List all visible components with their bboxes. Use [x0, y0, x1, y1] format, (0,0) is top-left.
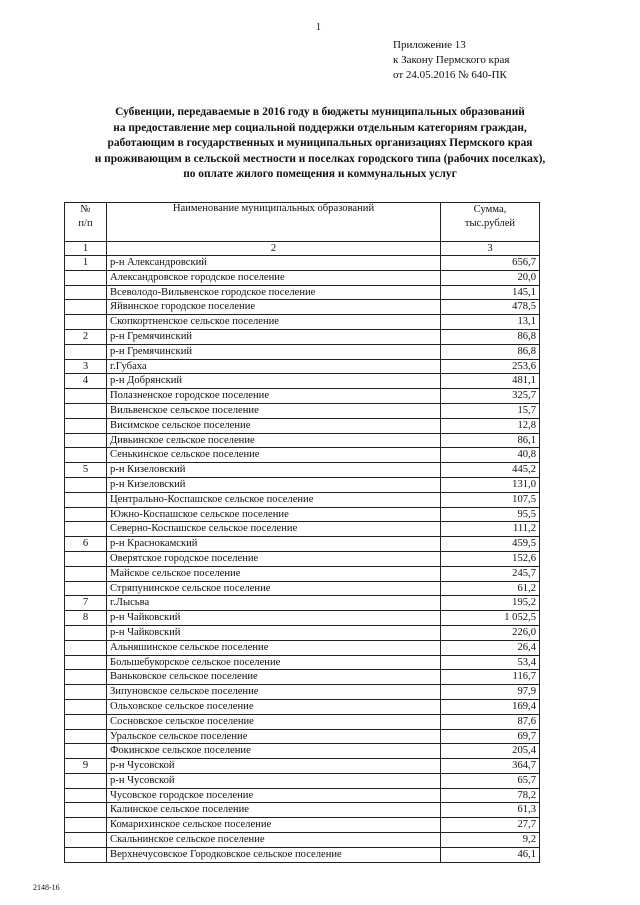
table-row [65, 433, 540, 448]
table-row [65, 256, 540, 271]
amount: 226,0 [441, 625, 540, 640]
row-number [65, 640, 107, 655]
municipality-name: Альняшинское сельское поселение [107, 640, 441, 655]
municipality-name: Скопкортненское сельское поселение [107, 315, 441, 330]
municipality-name: Вильвенское сельское поселение [107, 403, 441, 418]
municipality-name: Оверятское городское поселение [107, 551, 441, 566]
amount: 1 052,5 [441, 611, 540, 626]
amount: 481,1 [441, 374, 540, 389]
amount: 61,3 [441, 803, 540, 818]
row-number [65, 773, 107, 788]
row-number [65, 315, 107, 330]
municipality-name: Дивьинское сельское поселение [107, 433, 441, 448]
municipality-name: Ваньковское сельское поселение [107, 670, 441, 685]
table-row [65, 803, 540, 818]
table-row [65, 833, 540, 848]
municipality-name: Висимское сельское поселение [107, 418, 441, 433]
table-row [65, 581, 540, 596]
amount: 20,0 [441, 270, 540, 285]
table-body [65, 256, 540, 863]
amount: 205,4 [441, 744, 540, 759]
municipality-name: р-н Чусовской [107, 759, 441, 774]
municipality-name: Комарихинское сельское поселение [107, 818, 441, 833]
row-number [65, 344, 107, 359]
amount: 459,5 [441, 537, 540, 552]
row-number: 4 [65, 374, 107, 389]
municipality-name: Северно-Коспашское сельское поселение [107, 522, 441, 537]
amount: 253,6 [441, 359, 540, 374]
row-number [65, 714, 107, 729]
row-number [65, 433, 107, 448]
municipality-name: р-н Гремячинский [107, 344, 441, 359]
amount: 27,7 [441, 818, 540, 833]
table-row [65, 492, 540, 507]
amount: 86,8 [441, 344, 540, 359]
appendix-line-2: к Закону Пермского края [393, 54, 510, 66]
amount: 9,2 [441, 833, 540, 848]
row-number: 7 [65, 596, 107, 611]
row-number [65, 300, 107, 315]
row-number [65, 670, 107, 685]
amount: 86,1 [441, 433, 540, 448]
header-sum-line-2: тыс.рублей [464, 218, 516, 229]
municipality-name: р-н Добрянский [107, 374, 441, 389]
header-number-line-2: п/п [78, 218, 93, 229]
municipality-name: Сенькинское сельское поселение [107, 448, 441, 463]
title-line: работающим в государственных и муниципальных организациях Пермского края [107, 137, 533, 149]
table-row [65, 315, 540, 330]
table-row [65, 773, 540, 788]
row-number: 6 [65, 537, 107, 552]
row-number [65, 492, 107, 507]
row-number [65, 625, 107, 640]
municipality-name: Майское сельское поселение [107, 566, 441, 581]
title-line: Субвенции, передаваемые в 2016 году в бюджеты муниципальных образований [115, 106, 525, 118]
header-number [65, 203, 107, 242]
table-row [65, 522, 540, 537]
table-row [65, 551, 540, 566]
row-number [65, 847, 107, 862]
table-row [65, 359, 540, 374]
document-title [40, 105, 600, 183]
amount: 478,5 [441, 300, 540, 315]
footer-code: 2148-16 [33, 883, 60, 892]
header-number-line-1: № [80, 204, 91, 215]
amount: 131,0 [441, 477, 540, 492]
table-row [65, 640, 540, 655]
municipality-name: р-н Гремячинский [107, 329, 441, 344]
municipality-name: Уральское сельское поселение [107, 729, 441, 744]
row-number [65, 788, 107, 803]
table-row [65, 463, 540, 478]
municipality-name: р-н Краснокамский [107, 537, 441, 552]
table-row [65, 625, 540, 640]
amount: 445,2 [441, 463, 540, 478]
municipality-name: р-н Чайковский [107, 625, 441, 640]
amount: 97,9 [441, 685, 540, 700]
amount: 364,7 [441, 759, 540, 774]
amount: 12,8 [441, 418, 540, 433]
municipality-name: р-н Чайковский [107, 611, 441, 626]
column-number: 2 [107, 242, 441, 256]
municipality-name: Фокинское сельское поселение [107, 744, 441, 759]
table-row [65, 270, 540, 285]
table-row [65, 699, 540, 714]
row-number [65, 448, 107, 463]
amount: 111,2 [441, 522, 540, 537]
amount: 195,2 [441, 596, 540, 611]
municipality-name: Александровское городское поселение [107, 270, 441, 285]
row-number [65, 477, 107, 492]
appendix-line-1: Приложение 13 [393, 39, 466, 51]
row-number [65, 389, 107, 404]
table-row [65, 448, 540, 463]
subsidy-table [64, 202, 540, 863]
row-number: 8 [65, 611, 107, 626]
row-number [65, 566, 107, 581]
row-number [65, 655, 107, 670]
amount: 40,8 [441, 448, 540, 463]
row-number [65, 803, 107, 818]
row-number: 9 [65, 759, 107, 774]
row-number [65, 818, 107, 833]
page-number: 1 [316, 22, 321, 33]
row-number: 5 [65, 463, 107, 478]
table-row [65, 685, 540, 700]
row-number [65, 551, 107, 566]
amount: 61,2 [441, 581, 540, 596]
municipality-name: Большебукорское сельское поселение [107, 655, 441, 670]
amount: 13,1 [441, 315, 540, 330]
amount: 69,7 [441, 729, 540, 744]
column-number: 1 [65, 242, 107, 256]
row-number: 2 [65, 329, 107, 344]
appendix-block [393, 38, 509, 83]
column-number: 3 [441, 242, 540, 256]
amount: 15,7 [441, 403, 540, 418]
row-number [65, 418, 107, 433]
header-sum [441, 203, 540, 242]
row-number [65, 729, 107, 744]
municipality-name: Чусовское городское поселение [107, 788, 441, 803]
row-number: 1 [65, 256, 107, 271]
municipality-name: Стряпунинское сельское поселение [107, 581, 441, 596]
amount: 46,1 [441, 847, 540, 862]
municipality-name: Верхнечусовское Городковское сельское поселение [107, 847, 441, 862]
row-number [65, 270, 107, 285]
row-number [65, 833, 107, 848]
municipality-name: Всеволодо-Вильвенское городское поселение [107, 285, 441, 300]
row-number: 3 [65, 359, 107, 374]
municipality-name: г.Губаха [107, 359, 441, 374]
row-number [65, 522, 107, 537]
amount: 65,7 [441, 773, 540, 788]
row-number [65, 403, 107, 418]
amount: 169,4 [441, 699, 540, 714]
municipality-name: Ольховское сельское поселение [107, 699, 441, 714]
amount: 245,7 [441, 566, 540, 581]
table-row [65, 714, 540, 729]
municipality-name: Скальнинское сельское поселение [107, 833, 441, 848]
amount: 53,4 [441, 655, 540, 670]
column-number-row [65, 242, 540, 256]
municipality-name: р-н Кизеловский [107, 477, 441, 492]
municipality-name: Центрально-Коспашское сельское поселение [107, 492, 441, 507]
amount: 107,5 [441, 492, 540, 507]
amount: 26,4 [441, 640, 540, 655]
table-row [65, 759, 540, 774]
table-row [65, 788, 540, 803]
row-number [65, 699, 107, 714]
municipality-name: Сосновское сельское поселение [107, 714, 441, 729]
municipality-name: Зипуновское сельское поселение [107, 685, 441, 700]
amount: 325,7 [441, 389, 540, 404]
title-line: по оплате жилого помещения и коммунальных услуг [183, 168, 457, 180]
header-sum-line-1: Сумма, [473, 204, 507, 215]
table-row [65, 418, 540, 433]
table-row [65, 374, 540, 389]
table-row [65, 655, 540, 670]
row-number [65, 744, 107, 759]
amount: 87,6 [441, 714, 540, 729]
table-row [65, 847, 540, 862]
amount: 78,2 [441, 788, 540, 803]
table-header-row [65, 203, 540, 242]
row-number [65, 685, 107, 700]
table-row [65, 818, 540, 833]
table-row [65, 566, 540, 581]
row-number [65, 507, 107, 522]
amount: 145,1 [441, 285, 540, 300]
header-name: Наименование муниципальных образований [107, 203, 441, 242]
amount: 86,8 [441, 329, 540, 344]
table-row [65, 300, 540, 315]
row-number [65, 285, 107, 300]
table-row [65, 285, 540, 300]
amount: 152,6 [441, 551, 540, 566]
amount: 116,7 [441, 670, 540, 685]
amount: 95,5 [441, 507, 540, 522]
row-number [65, 581, 107, 596]
table-row [65, 611, 540, 626]
title-line: на предоставление мер социальной поддержки отдельным категориям граждан, [113, 121, 527, 134]
appendix-line-3: от 24.05.2016 № 640-ПК [393, 69, 507, 81]
municipality-name: Яйвинское городское поселение [107, 300, 441, 315]
table-row [65, 596, 540, 611]
municipality-name: Полазненское городское поселение [107, 389, 441, 404]
table-row [65, 729, 540, 744]
municipality-name: р-н Александровский [107, 256, 441, 271]
table-row [65, 344, 540, 359]
table-row [65, 389, 540, 404]
municipality-name: р-н Чусовской [107, 773, 441, 788]
table-row [65, 670, 540, 685]
table-row [65, 477, 540, 492]
table-row [65, 507, 540, 522]
table-row [65, 403, 540, 418]
amount: 656,7 [441, 256, 540, 271]
table-row [65, 537, 540, 552]
municipality-name: Калинское сельское поселение [107, 803, 441, 818]
municipality-name: р-н Кизеловский [107, 463, 441, 478]
title-line: и проживающим в сельской местности и поселках городского типа (рабочих поселках), [94, 152, 546, 165]
table-row [65, 329, 540, 344]
municipality-name: Южно-Коспашское сельское поселение [107, 507, 441, 522]
table-row [65, 744, 540, 759]
municipality-name: г.Лысьва [107, 596, 441, 611]
